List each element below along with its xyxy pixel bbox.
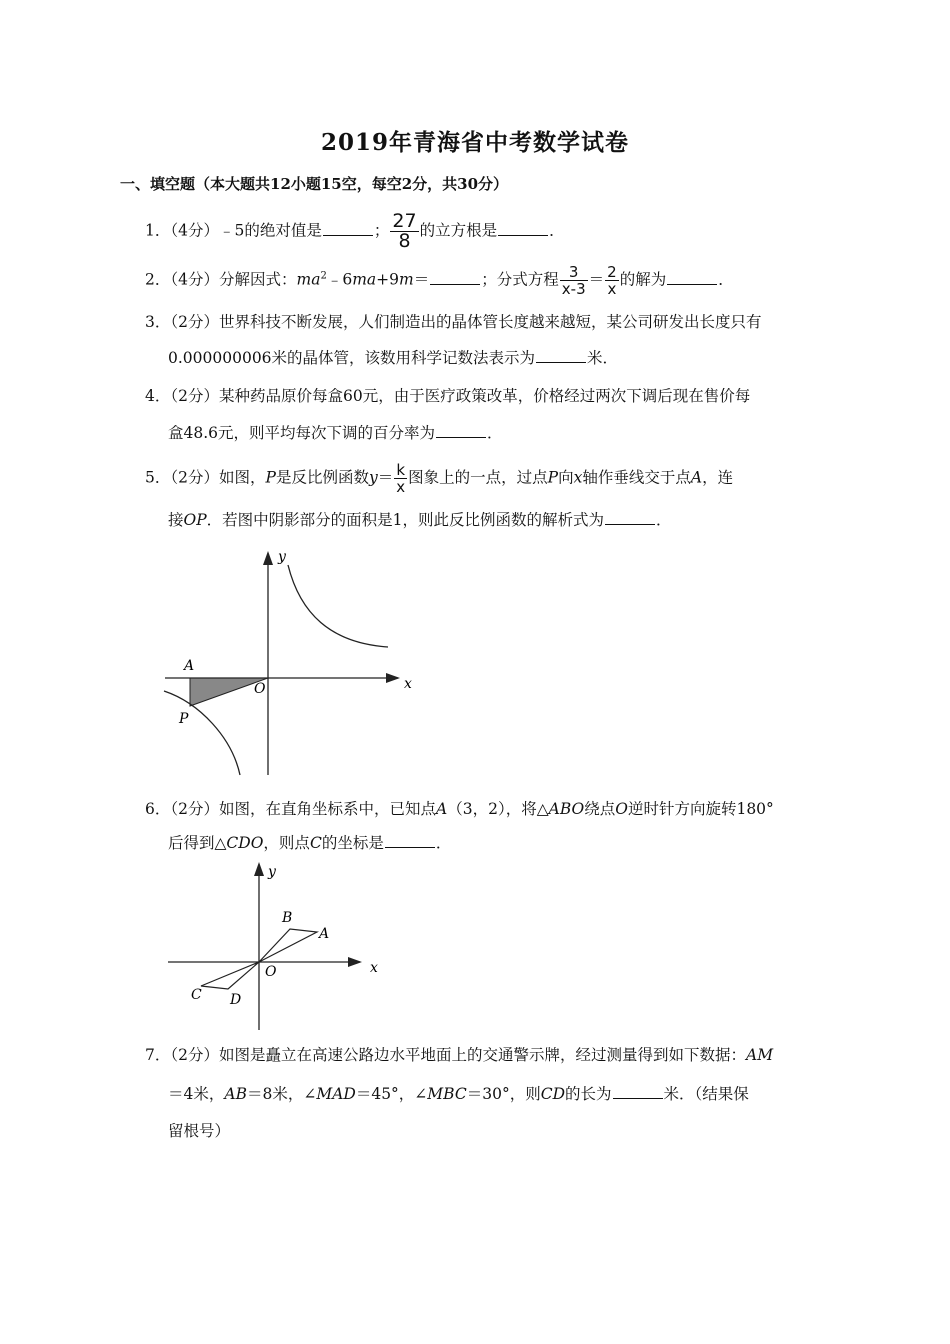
question-score: （2分） <box>170 387 219 405</box>
question-text: 后得到△ <box>168 834 227 852</box>
math-var: y <box>368 468 378 487</box>
label-D: D <box>230 992 242 1008</box>
fraction-denominator: x <box>605 280 619 297</box>
question-score: （2分） <box>170 313 219 331</box>
question-text: 0.000000006米的晶体管，该数用科学记数法表示为 <box>168 349 536 367</box>
math-var: AB <box>224 1085 247 1103</box>
figure-6-rotation-graph <box>160 858 390 1038</box>
label-x: x <box>370 960 378 976</box>
question-score: （4分） <box>170 221 219 240</box>
label-x: x <box>404 676 412 692</box>
question-4-line-1 <box>145 384 825 408</box>
period: ． <box>656 511 672 529</box>
answer-blank[interactable] <box>536 348 586 363</box>
math-var: C <box>309 834 322 852</box>
separator: ； <box>373 221 390 240</box>
label-C: C <box>191 987 202 1003</box>
hyperbola-branch-q3 <box>164 691 240 775</box>
question-number: 3． <box>145 313 171 331</box>
question-text: 的坐标是 <box>321 834 384 852</box>
question-score: （2分） <box>170 800 219 818</box>
question-text: 轴作垂线交于点 <box>582 468 691 487</box>
y-axis-arrow-icon <box>263 551 273 565</box>
question-text: ＝30°，则 <box>466 1085 541 1103</box>
question-text: 如图， <box>219 468 266 487</box>
answer-blank[interactable] <box>605 510 655 525</box>
x-axis-arrow-icon <box>348 957 362 967</box>
math-var: A <box>690 468 703 487</box>
math-var: O <box>615 800 628 818</box>
question-text: ，连 <box>702 468 734 487</box>
label-y: y <box>268 864 276 880</box>
question-text: 的长为 <box>565 1085 612 1103</box>
question-text: 米．（结果保 <box>663 1085 749 1103</box>
math-var: CDO <box>226 834 264 852</box>
fraction-2-over-x <box>605 264 619 297</box>
question-text: 逆时针方向旋转180° <box>627 800 774 818</box>
equals: ＝ <box>413 270 430 289</box>
answer-blank[interactable] <box>613 1084 663 1099</box>
math-var: P <box>547 468 559 487</box>
label-B: B <box>282 910 293 926</box>
question-text: 如图，在直角坐标系中，已知点 <box>219 800 437 818</box>
label-O: O <box>265 964 277 980</box>
fraction-numerator: 27 <box>392 210 417 232</box>
answer-blank[interactable] <box>436 423 486 438</box>
question-1 <box>145 212 825 251</box>
math-var: A <box>436 800 448 818</box>
question-text: 如图是矗立在高速公路边水平地面上的交通警示牌，经过测量得到如下数据： <box>219 1046 747 1064</box>
fraction-27-8 <box>390 212 418 251</box>
question-number: 4． <box>145 387 171 405</box>
question-number: 5． <box>145 468 171 487</box>
superscript: 2 <box>320 270 327 282</box>
question-number: 6． <box>145 800 171 818</box>
section-heading: 一、填空题（本大题共12小题15空，每空2分，共30分） <box>120 175 509 193</box>
label-O: O <box>254 681 266 697</box>
x-axis-arrow-icon <box>386 673 400 683</box>
coordinate: （3，2） <box>447 800 506 818</box>
math-var: CD <box>540 1085 565 1103</box>
label-y: y <box>278 549 286 565</box>
fraction-3-over-x-3 <box>560 264 588 297</box>
question-5-line-1 <box>145 462 825 495</box>
figure-5-inverse-function-graph <box>160 543 420 783</box>
math-var: MAD <box>316 1085 356 1103</box>
question-7-line-1 <box>145 1043 825 1067</box>
question-text: ﹣5的绝对值是 <box>219 221 322 240</box>
math-var: ma <box>296 270 321 289</box>
question-6-line-1 <box>145 797 825 821</box>
question-score: （2分） <box>170 1046 219 1064</box>
label-A: A <box>184 658 195 674</box>
question-text: 是反比例函数 <box>275 468 369 487</box>
fraction-denominator: x-3 <box>561 280 586 298</box>
question-text: ＝45°，∠ <box>355 1085 428 1103</box>
page-title: 2019年青海省中考数学试卷 <box>320 129 629 156</box>
fraction-numerator: 2 <box>607 263 617 281</box>
math-op: +9 <box>376 270 400 289</box>
triangle-CDO <box>201 962 259 989</box>
question-number: 1． <box>145 221 171 240</box>
fraction-numerator: 3 <box>568 263 579 281</box>
question-text: 分解因式： <box>219 270 297 289</box>
period: ． <box>549 221 565 240</box>
question-text: ，则点 <box>263 834 310 852</box>
question-4-line-2 <box>168 421 848 445</box>
math-var: ABO <box>548 800 585 818</box>
equals: ＝ <box>377 468 394 487</box>
answer-blank[interactable] <box>385 833 435 848</box>
question-text: 向 <box>558 468 574 487</box>
question-3-line-1 <box>145 310 825 334</box>
answer-blank[interactable] <box>323 221 373 236</box>
math-var: ma <box>352 270 377 289</box>
label-A: A <box>319 926 330 942</box>
question-text: 分式方程 <box>496 270 559 289</box>
question-text: ，将△ <box>505 800 549 818</box>
question-2 <box>145 264 825 297</box>
question-text: 接 <box>168 511 184 529</box>
question-text: ＝8米，∠ <box>246 1085 317 1103</box>
triangle-ABO <box>259 929 317 962</box>
label-P: P <box>179 711 189 727</box>
question-text: 的解为 <box>619 270 667 289</box>
question-text: 盒48.6元，则平均每次下调的百分率为 <box>168 424 436 442</box>
question-text: 的立方根是 <box>419 221 498 240</box>
question-text: 绕点 <box>584 800 616 818</box>
math-var: m <box>399 270 414 289</box>
question-text: 米． <box>587 349 619 367</box>
fraction-denominator: 8 <box>390 231 418 251</box>
question-7-line-2 <box>168 1082 848 1106</box>
fraction-numerator: k <box>396 461 406 479</box>
question-text: 世界科技不断发展，人们制造出的晶体管长度越来越短，某公司研发出长度只有 <box>219 313 762 331</box>
period: ． <box>718 270 734 289</box>
question-6-line-2 <box>168 831 848 855</box>
math-var: MBC <box>427 1085 467 1103</box>
answer-blank[interactable] <box>667 270 717 285</box>
math-var: P <box>265 468 276 487</box>
answer-blank[interactable] <box>430 270 480 285</box>
fraction-k-over-x <box>394 462 407 495</box>
hyperbola-branch-q1 <box>288 565 388 647</box>
question-score: （4分） <box>170 270 219 289</box>
question-text: ．若图中阴影部分的面积是1，则此反比例函数的解析式为 <box>206 511 605 529</box>
period: ． <box>435 834 452 852</box>
question-text: ＝4米， <box>168 1085 225 1103</box>
question-7-line-3 <box>168 1119 848 1143</box>
question-3-line-2 <box>168 346 848 370</box>
question-number: 7． <box>145 1046 171 1064</box>
math-op: ﹣6 <box>326 270 353 289</box>
question-text: 某种药品原价每盒60元，由于医疗政策改革，价格经过两次下调后现在售价每 <box>219 387 751 405</box>
question-number: 2． <box>145 270 171 289</box>
y-axis-arrow-icon <box>254 862 264 876</box>
fraction-denominator: x <box>396 478 406 496</box>
question-5-line-2 <box>168 508 848 532</box>
question-text: 图象上的一点，过点 <box>408 468 548 487</box>
question-text: 留根号） <box>168 1122 231 1140</box>
question-score: （2分） <box>170 468 219 487</box>
period: ． <box>487 424 503 442</box>
equals: ＝ <box>588 270 605 289</box>
math-var: OP <box>183 511 207 529</box>
answer-blank[interactable] <box>498 221 548 236</box>
math-var: x <box>573 468 583 487</box>
math-var: AM <box>746 1046 774 1064</box>
separator: ； <box>481 270 497 289</box>
